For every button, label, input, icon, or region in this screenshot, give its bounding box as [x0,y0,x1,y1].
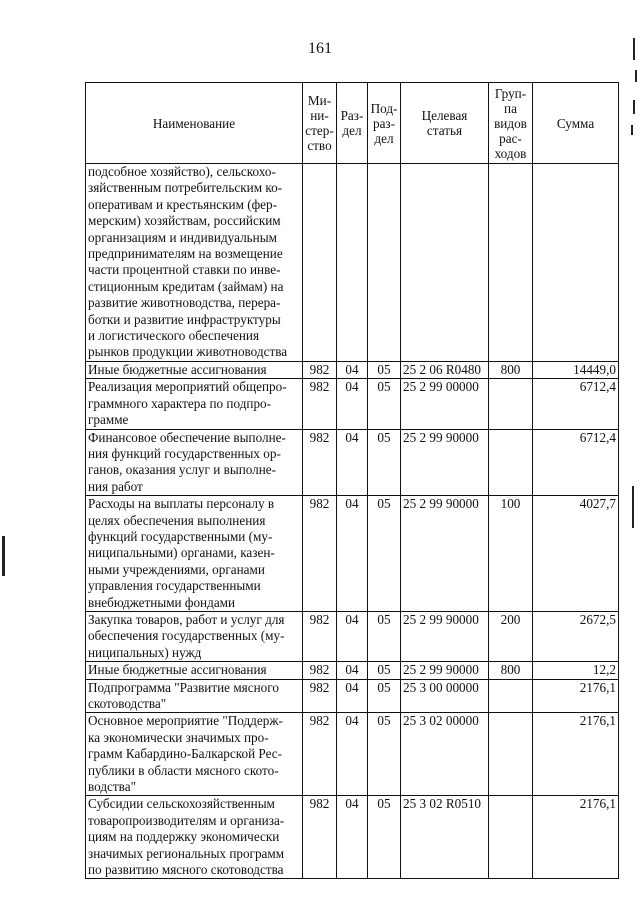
table-row [86,662,619,679]
cell-section: 04 [337,429,368,496]
cell-target: 25 2 99 90000 [401,662,489,679]
cell-expense-group [489,679,533,713]
col-header-target [401,83,489,164]
cell-name: Основное мероприятие "Поддерж- ка экономически значимых про- грамм Кабардино-Балкарской Рес- публики в области мясного ското- водства" [86,713,303,796]
col-header-section [337,83,368,164]
page-number: 161 [308,40,332,57]
cell-ministry: 982 [303,429,337,496]
cell-sum: 14449,0 [533,361,619,378]
table-row [86,361,619,378]
cell-ministry: 982 [303,361,337,378]
cell-section: 04 [337,361,368,378]
col-header-sum [533,83,619,164]
cell-expense-group: 200 [489,611,533,661]
cell-sum: 2176,1 [533,713,619,796]
cell-name: Иные бюджетные ассигнования [86,662,303,679]
cell-subsection: 05 [368,361,401,378]
col-header-name [86,83,303,164]
cell-ministry: 982 [303,496,337,612]
cell-section: 04 [337,496,368,612]
header-label: Под- раз- дел [370,100,398,146]
cell-expense-group: 800 [489,361,533,378]
cell-name: Подпрограмма "Развитие мясного скотоводства" [86,679,303,713]
cell-sum: 12,2 [533,662,619,679]
cell-subsection: 05 [368,662,401,679]
cell-target: 25 2 99 90000 [401,496,489,612]
table-row [86,496,619,612]
header-label: Ми- ни- стер- ство [305,93,334,153]
cell-section: 04 [337,796,368,879]
cell-subsection [368,164,401,362]
cell-name: Закупка товаров, работ и услуг для обеспечения государственных (му- ниципальных) нужд [86,611,303,661]
cell-name: Расходы на выплаты персоналу в целях обеспечения выполнения функций государственными (му- ниципальными) органами, казен- ными учреждениями, органами управления государственными внебюджетными фондами [86,496,303,612]
cell-section: 04 [337,679,368,713]
cell-name: Финансовое обеспечение выполне- ния функций государственных ор- ганов, оказания услуг и выполне- ния работ [86,429,303,496]
cell-section: 04 [337,713,368,796]
cell-subsection: 05 [368,429,401,496]
col-header-ministry [303,83,337,164]
cell-expense-group [489,379,533,429]
cell-sum: 2176,1 [533,796,619,879]
cell-section: 04 [337,379,368,429]
cell-ministry: 982 [303,713,337,796]
cell-subsection: 05 [368,611,401,661]
cell-ministry [303,164,337,362]
cell-expense-group [489,713,533,796]
cell-expense-group [489,796,533,879]
cell-target: 25 2 06 R0480 [401,361,489,378]
cell-ministry: 982 [303,796,337,879]
table-row [86,429,619,496]
cell-expense-group: 800 [489,662,533,679]
cell-sum [533,164,619,362]
cell-expense-group [489,164,533,362]
cell-section: 04 [337,611,368,661]
cell-subsection: 05 [368,713,401,796]
header-label: Груп- па видов рас- ходов [494,85,527,161]
cell-subsection: 05 [368,796,401,879]
cell-section: 04 [337,662,368,679]
scan-edge-mark [2,536,5,576]
cell-expense-group [489,429,533,496]
cell-target: 25 2 99 90000 [401,429,489,496]
cell-sum: 2176,1 [533,679,619,713]
table-row [86,611,619,661]
scan-edge-mark [631,125,633,135]
table-row [86,379,619,429]
cell-target: 25 3 02 R0510 [401,796,489,879]
budget-table [85,82,619,879]
scan-edge-mark [635,70,637,82]
cell-subsection: 05 [368,679,401,713]
header-label: Раз- дел [340,108,364,138]
scan-edge-mark [633,100,635,114]
cell-sum: 6712,4 [533,379,619,429]
cell-ministry: 982 [303,679,337,713]
table-header-row [86,83,619,164]
cell-target [401,164,489,362]
scan-edge-mark [632,486,634,528]
cell-target: 25 2 99 90000 [401,611,489,661]
col-header-expense-group [489,83,533,164]
cell-name: Реализация мероприятий общепро- граммного характера по подпро- грамме [86,379,303,429]
cell-subsection: 05 [368,379,401,429]
cell-expense-group: 100 [489,496,533,612]
cell-target: 25 3 00 00000 [401,679,489,713]
table-row [86,796,619,879]
header-label: Наименование [152,115,236,131]
cell-name: Иные бюджетные ассигнования [86,361,303,378]
cell-ministry: 982 [303,662,337,679]
scan-edge-mark [633,38,635,60]
cell-subsection: 05 [368,496,401,612]
col-header-subsection [368,83,401,164]
cell-name: Субсидии сельскохозяйственным товаропроизводителям и организа- циям на поддержку экономически значимых региональных программ по развитию мясного скотоводства [86,796,303,879]
header-label: Целевая статья [421,108,468,138]
cell-name: подсобное хозяйство), сельскохо- зяйственным потребительским ко- оперативам и крестьянским (фер- мерским) хозяйствам, российским организациям и индивидуальным предпринимателям на возмещение части процентной ставки по инве- стиционным кредитам (займам) на развитие животноводства, перера- ботки и развитие инфраструктуры и логистического обеспечения рынков продукции животноводства [86,164,303,362]
cell-ministry: 982 [303,379,337,429]
cell-sum: 2672,5 [533,611,619,661]
cell-target: 25 3 02 00000 [401,713,489,796]
header-label: Сумма [556,115,595,131]
table-row [86,164,619,362]
cell-sum: 4027,7 [533,496,619,612]
table-row [86,679,619,713]
cell-target: 25 2 99 00000 [401,379,489,429]
cell-ministry: 982 [303,611,337,661]
cell-sum: 6712,4 [533,429,619,496]
table-row [86,713,619,796]
cell-section [337,164,368,362]
